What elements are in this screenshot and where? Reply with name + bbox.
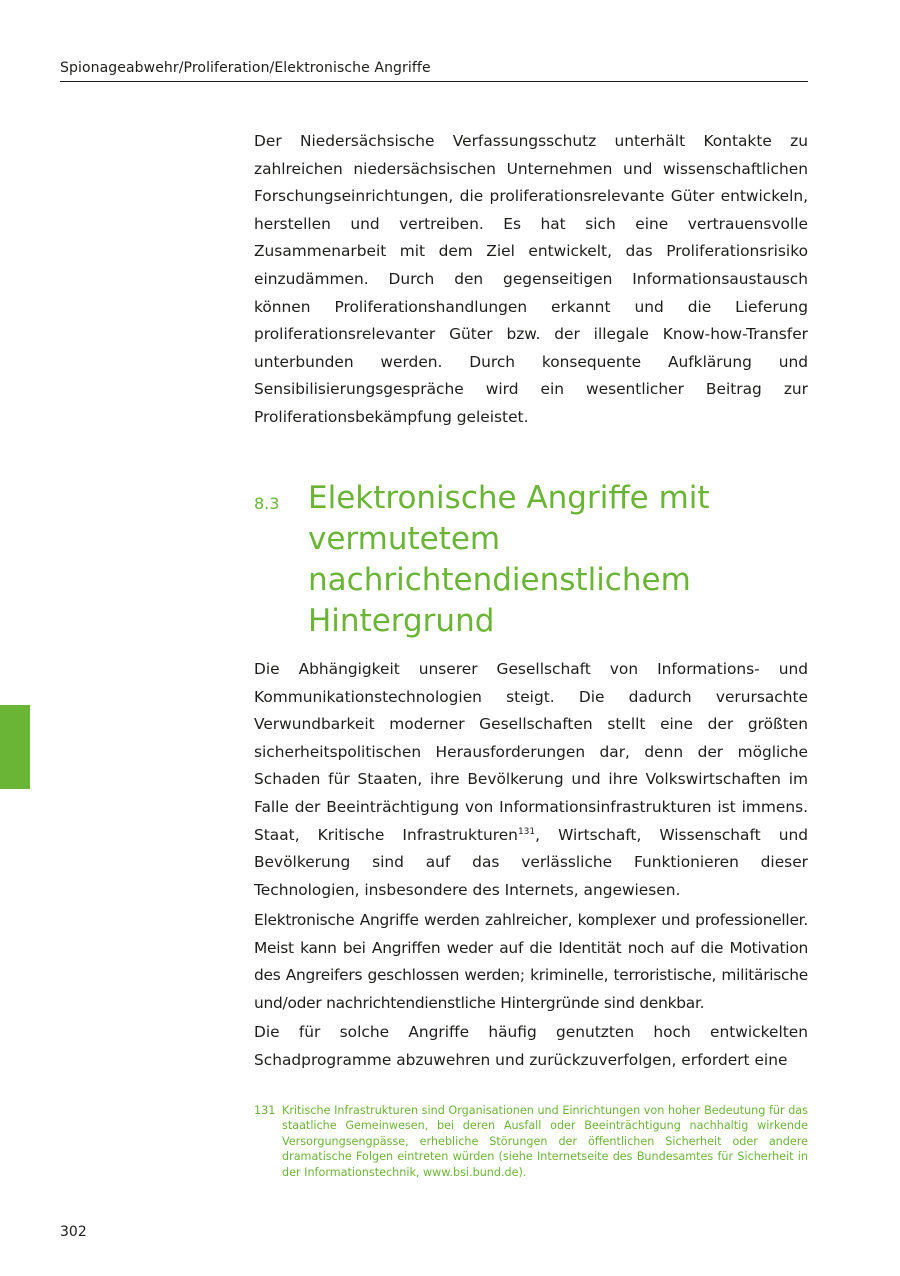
page-number: 302 xyxy=(60,1224,87,1240)
footnote-reference[interactable]: 131 xyxy=(517,826,536,837)
body-paragraph-proliferation: Der Niedersächsische Verfassungsschutz unterhält Kontakte zu zahlreichen niedersächsischen Unternehmen und wissenschaftlichen Forschungseinrichtungen, die proliferationsrelevante Güter entwickeln, herstellen und vertreiben. Es hat sich eine vertrauensvolle Zusammenarbeit mit dem Ziel entwickelt, das Proliferationsrisiko einzudämmen. Durch den gegenseitigen Informationsaustausch können Proliferationshandlungen erkannt und die Lieferung proliferationsrelevanter Güter bzw. der illegale Know-how-Transfer unterbunden werden. Durch konsequente Aufklärung und Sensibilisierungsgespräche wird ein wesentlicher Beitrag zur Proliferationsbekämpfung geleistet. xyxy=(254,132,808,426)
chapter-marker-tab xyxy=(0,705,30,789)
paragraph-text-continued: , Wirtschaft, Wissenschaft und Bevölkerung sind auf das verlässliche Funktionieren dieser Technologien, insbesondere des Internets, angewiesen. xyxy=(254,825,809,899)
footnote xyxy=(254,1103,808,1180)
paragraph-text: Die Abhängigkeit unserer Gesellschaft von Informations- und Kommunikationstechnologien steigt. Die dadurch verursachte Verwundbarkeit moderner Gesellschaften stellt eine der größten sicherheitspolitischen Herausforderungen dar, denn der mögliche Schaden für Staaten, ihre Bevölkerung und ihre Volkswirtschaften im Falle der Beeinträchtigung von Informationsinfrastrukturen ist immens. Staat, Kritische Infrastrukturen xyxy=(254,660,808,844)
body-paragraph-dependency xyxy=(254,656,808,904)
footnote-number: 131 xyxy=(254,1104,276,1117)
running-header: Spionageabwehr/Proliferation/Elektronische Angriffe xyxy=(60,58,808,82)
body-paragraph-attacks: Elektronische Angriffe werden zahlreicher, komplexer und professioneller. Meist kann bei Angriffen weder auf die Identität noch auf die Motivation des Angreifers geschlossen werden; kriminelle, terroristische, militärische und/oder nachrichtendienstliche Hintergründe sind denkbar. xyxy=(254,911,808,1012)
section-title: Elektronische Angriffe mit vermutetem nachrichtendienstlichem Hintergrund xyxy=(308,480,710,639)
body-paragraph-malware: Die für solche Angriffe häufig genutzten hoch entwickelten Schadprogramme abzuwehren und zurückzuverfolgen, erfordert eine xyxy=(254,1023,808,1069)
footnote-text: Kritische Infrastrukturen sind Organisationen und Einrichtungen von hoher Bedeutung für das staatliche Gemeinwesen, bei deren Ausfall oder Beeinträchtigung nachhaltig wirkende Versorgungsengpässe, erhebliche Störungen der öffentlichen Sicherheit oder andere dramatische Folgen eintreten würden (siehe Internetseite des Bundesamtes für Sicherheit in der Informationstechnik, www.bsi.bund.de). xyxy=(282,1104,808,1179)
section-number: 8.3 xyxy=(254,494,280,513)
